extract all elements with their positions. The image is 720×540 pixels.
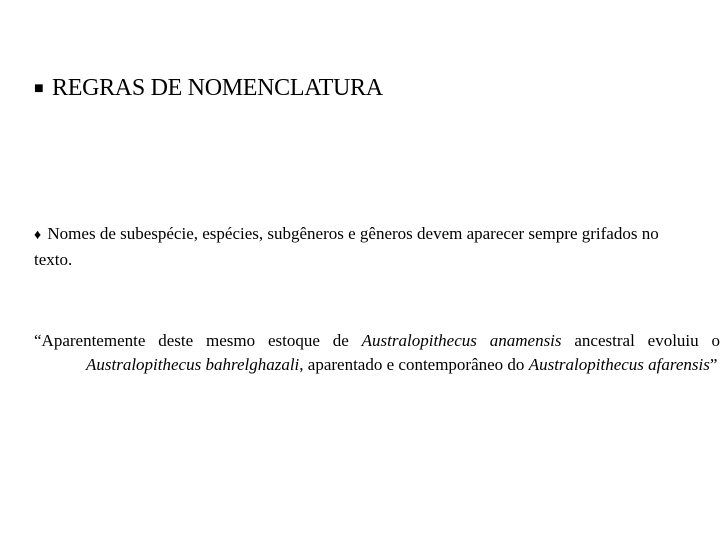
slide-title: [34, 72, 383, 105]
rule-paragraph: [34, 222, 684, 272]
taxon-name-1: Australopithecus anamensis: [361, 331, 562, 350]
rule-text: Nomes de subespécie, espécies, subgêneros e gêneros devem aparecer sempre grifados no texto.: [34, 224, 659, 269]
diamond-bullet-icon: ♦: [34, 228, 42, 243]
open-quote: “: [34, 331, 42, 350]
example-quote: [34, 329, 720, 377]
title-text: REGRAS DE NOMENCLATURA: [52, 75, 383, 101]
quote-text-1: Aparentemente deste mesmo estoque de: [41, 331, 362, 350]
quote-text-2: ancestral evoluiu o: [561, 331, 720, 350]
quote-text-3: , aparentado e contemporâneo do: [299, 355, 529, 374]
square-bullet-icon: ■: [34, 80, 44, 97]
taxon-name-3: Australopithecus afarensis: [528, 355, 710, 374]
close-quote: ”: [709, 355, 718, 374]
taxon-name-2: Australopithecus bahrelghazali: [86, 355, 300, 374]
